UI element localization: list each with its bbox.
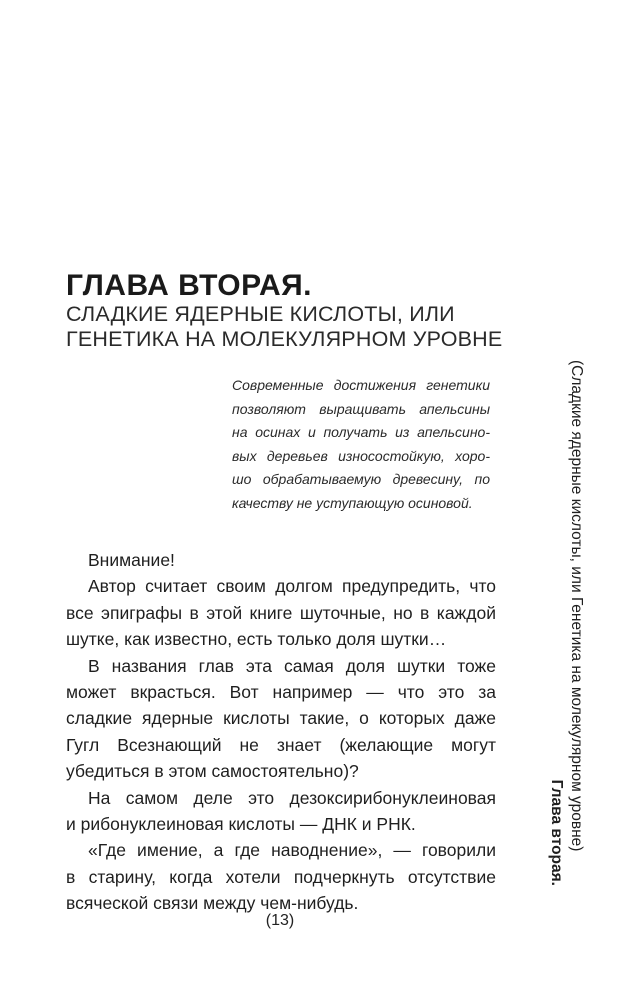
epigraph — [232, 374, 490, 515]
chapter-subtitle-line: СЛАДКИЕ ЯДЕРНЫЕ КИСЛОТЫ, ИЛИ — [66, 302, 455, 326]
chapter-title: ГЛАВА ВТОРАЯ. — [66, 269, 313, 302]
chapter-subtitle-line: ГЕНЕТИКА НА МОЛЕКУЛЯРНОМ УРОВНЕ — [66, 327, 503, 351]
running-head-title: Глава вторая. — [548, 779, 565, 886]
paragraph-attention — [66, 547, 496, 573]
paragraph-saying — [66, 837, 496, 916]
text-line: Гугл Всезнающий не знает (желающие могут — [66, 734, 496, 755]
running-head — [546, 358, 586, 886]
chapter-subtitle — [66, 302, 536, 352]
text-line: все эпиграфы в этой книге шуточные, но в каждой — [66, 602, 496, 623]
text-line: В названия глав эта самая доля шутки тоже — [88, 655, 496, 676]
epigraph-line: вых деревьев износостойкую, хоро- — [232, 447, 490, 464]
paragraph-chapter-names — [66, 653, 496, 785]
text-line: Автор считает своим долгом предупредить, что — [88, 576, 496, 597]
epigraph-line: Современные достижения генетики — [232, 377, 490, 393]
paragraph-dna-rna — [66, 785, 496, 838]
text-line: «Где имение, а где наводнение», — говорили — [88, 840, 496, 861]
running-head-subtitle: (Сладкие ядерные кислоты, или Генетика на молекулярном уровне) — [568, 360, 585, 852]
text-line: и рибонуклеиновая кислоты — ДНК и РНК. — [66, 814, 416, 835]
body-text — [66, 547, 496, 917]
epigraph-line: на осинах и получать из апельсино- — [232, 424, 490, 440]
text-line: сладкие ядерные кислоты такие, о которых даже — [66, 708, 496, 729]
paragraph-warning — [66, 573, 496, 652]
text-line: всяческой связи между чем-нибудь. — [66, 893, 359, 914]
text-line: Внимание! — [88, 550, 175, 570]
text-line: убедиться в этом самостоятельно)? — [66, 761, 359, 782]
text-line: в старину, когда хотели подчеркнуть отсутствие — [66, 866, 496, 887]
epigraph-line: шо обрабатываемую древесину, по — [232, 471, 490, 487]
epigraph-line: позволяют выращивать апельсины — [232, 400, 490, 417]
text-line: может вкрасться. Вот например — что это за — [66, 682, 496, 703]
page-number: (13) — [265, 912, 295, 929]
epigraph-line: качеству не уступающую осиновой. — [232, 494, 473, 511]
text-line: На самом деле это дезоксирибонуклеиновая — [88, 787, 496, 808]
text-line: шутке, как известно, есть только доля шутки… — [66, 629, 447, 650]
